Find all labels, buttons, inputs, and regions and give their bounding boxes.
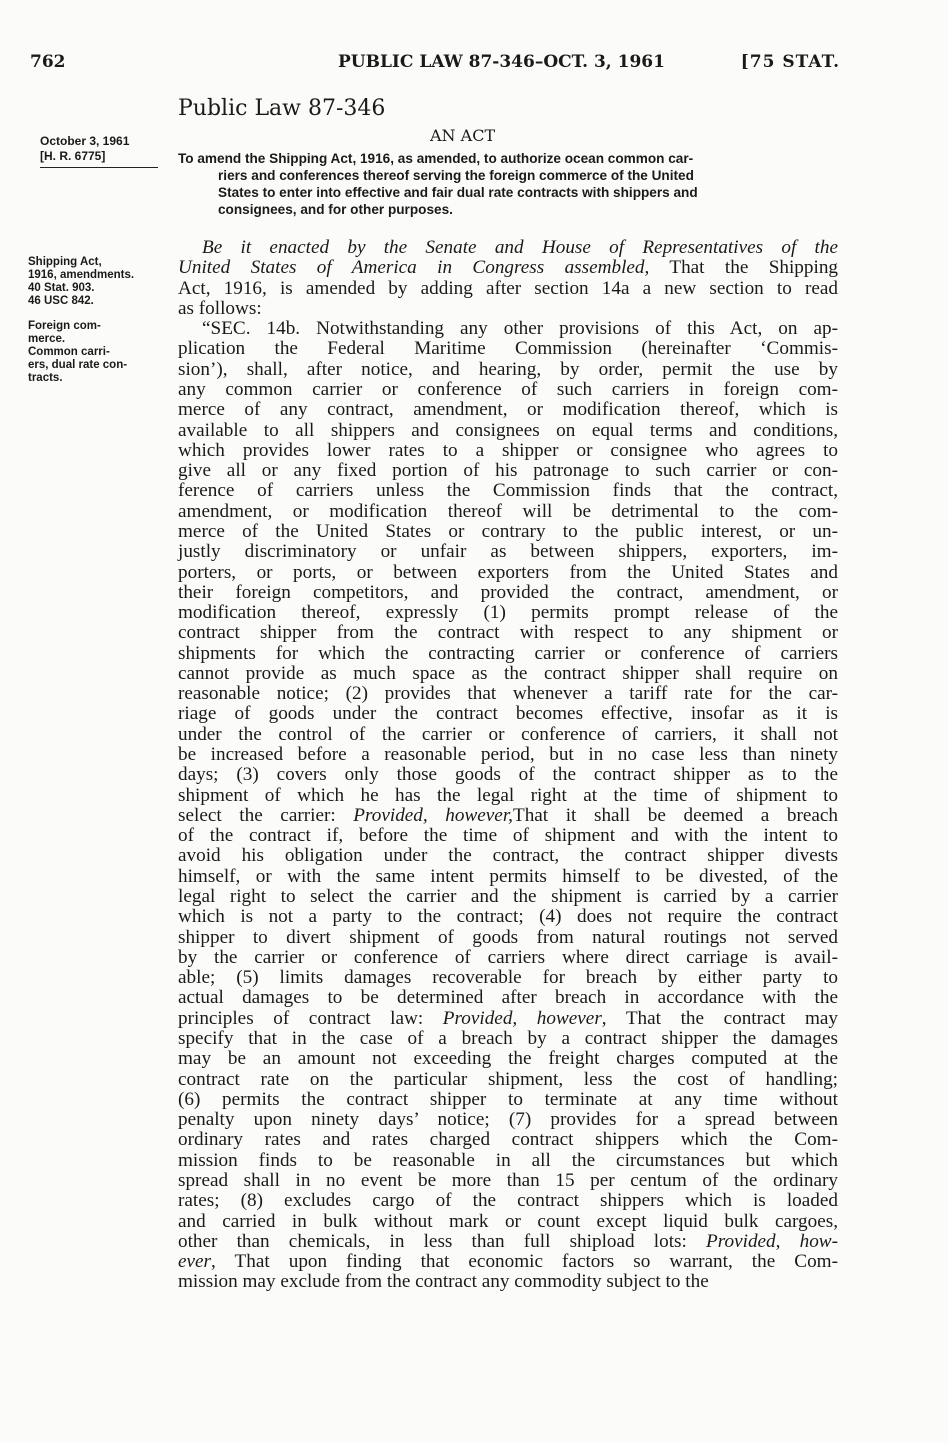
body-line: which is not a party to the contract; (4) does not require the contract [178,906,838,928]
body-line: United States of America in Congress assembled, That the Shipping [178,257,839,279]
running-head [30,52,840,78]
body-line: himself, or with the same intent permits himself to be divested, of the [178,865,838,887]
body-line: cannot provide as much space as the contract shipper shall require on [178,662,838,684]
margin-note-line: 40 Stat. 903. [28,282,95,294]
body-line: modification thereof, expressly (1) permits prompt release of the [178,602,838,624]
body-line: plication the Federal Maritime Commission (hereinafter ‘Commis- [178,338,838,360]
body-line: select the carrier: Provided, however,That it shall be deemed a breach [178,804,838,826]
body-line: (6) permits the contract shipper to terminate at any time without [178,1088,838,1110]
body-line: days; (3) covers only those goods of the contract shipper as to the [178,764,838,786]
body-line: legal right to select the carrier and the shipment is carried by a carrier [178,886,838,907]
body-line: ever, That upon finding that economic factors so warrant, the Com- [178,1251,838,1273]
margin-note [28,256,166,308]
margin-note-line: merce. [28,333,66,345]
body-line: shipments for which the contracting carrier or conference of carriers [178,642,838,664]
bill-number: [H. R. 6775] [40,149,106,163]
body-line: avoid his obligation under the contract, the contract shipper divests [178,845,838,867]
margin-note-line: 1916, amendments. [28,269,135,281]
body-line: any common carrier or conference of such carriers in foreign com- [178,378,838,400]
body-line: rates; (8) excludes cargo of the contract shippers which is loaded [178,1190,838,1212]
body-line: actual damages to be determined after breach in accordance with the [178,987,838,1009]
body-line: under the control of the carrier or conference of carriers, it shall not [178,723,838,745]
body-line: available to all shippers and consignees on equal terms and conditions, [178,419,838,441]
margin-note-line: tracts. [28,372,63,384]
margin-note [28,320,166,385]
running-head-title: PUBLIC LAW 87-346–OCT. 3, 1961 [338,52,665,72]
body-line: of the contract if, before the time of shipment and with the intent to [178,825,838,847]
body-line: contract rate on the particular shipment, less the cost of handling; [178,1068,838,1090]
enactment-date: October 3, 1961 [40,134,130,148]
body-line: shipment of which he has the legal right at the time of shipment to [178,784,838,806]
body-line: may be an amount not exceeding the freight charges computed at the [178,1048,838,1070]
enacting-text [178,238,838,1293]
body-line: spread shall in no event be more than 15 per centum of the ordinary [178,1169,838,1191]
purpose-line: riers and conferences thereof serving the foreign commerce of the United [218,168,694,183]
body-line: Act, 1916, is amended by adding after section 14a a new section to read [178,277,838,299]
body-line: “SEC. 14b. Notwithstanding any other provisions of this Act, on ap- [202,318,838,340]
purpose-line: consignees, and for other purposes. [218,202,453,217]
law-number: Public Law 87-346 [178,96,386,121]
body-line: amendment, or modification thereof will be detrimental to the com- [178,500,838,522]
margin-note-line: Foreign com- [28,320,101,332]
body-line: reasonable notice; (2) provides that whenever a tariff rate for the car- [178,683,838,705]
body-line: which provides lower rates to a shipper or consignee who agrees to [178,439,838,461]
act-heading: AN ACT [430,126,496,145]
margin-note-line: ers, dual rate con- [28,359,128,371]
margin-notes [28,256,166,397]
body-line: their foreign competitors, and provided the contract, amendment, or [178,581,838,603]
body-line: mission finds to be reasonable in all the circumstances but which [178,1149,838,1171]
body-line: and carried in bulk without mark or count except liquid bulk cargoes, [178,1210,838,1232]
body-line: other than chemicals, in less than full shipload lots: Provided, how- [178,1230,838,1252]
margin-note-line: Shipping Act, [28,256,102,268]
statute-volume: [75 STAT. [740,52,840,72]
body-line: merce of any contract, amendment, or modification thereof, which is [178,399,838,421]
body-line: by the carrier or conference of carriers where direct carriage is avail- [178,946,838,968]
margin-date-note [40,134,158,168]
body-line: give all or any fixed portion of his patronage to such carrier or con- [178,460,838,482]
body-line: principles of contract law: Provided, however, That the contract may [178,1007,838,1029]
body-line: penalty upon ninety days’ notice; (7) provides for a spread between [178,1109,838,1131]
body-line: able; (5) limits damages recoverable for breach by either party to [178,967,838,989]
margin-rule [40,167,158,168]
body-line: porters, or ports, or between exporters from the United States and [178,561,838,583]
body-line: merce of the United States or contrary to the public interest, or un- [178,520,838,542]
body-line: contract shipper from the contract with respect to any shipment or [178,622,838,644]
purpose-line: States to enter into effective and fair dual rate contracts with shippers and [218,185,698,200]
body-line: mission may exclude from the contract any commodity subject to the [178,1271,709,1293]
body-line: justly discriminatory or unfair as between shippers, exporters, im- [178,541,838,563]
body-line: shipper to divert shipment of goods from natural routings not served [178,926,838,948]
body-line: specify that in the case of a breach by a contract shipper the damages [178,1027,838,1049]
body-line: as follows: [178,297,262,319]
body-line: Be it enacted by the Senate and House of Representatives of the [202,237,838,258]
purpose-clause [178,150,838,218]
page-number: 762 [30,52,66,72]
body-line: ordinary rates and rates charged contract shippers which the Com- [178,1129,838,1151]
body-line: be increased before a reasonable period, but in no case less than ninety [178,744,838,766]
body-line: ference of carriers unless the Commission finds that the contract, [178,480,838,502]
margin-note-line: 46 USC 842. [28,295,94,307]
body-line: sion’), shall, after notice, and hearing, by order, permit the use by [178,358,838,380]
margin-note-line: Common carri- [28,346,110,358]
purpose-line: To amend the Shipping Act, 1916, as amended, to authorize ocean common car- [178,151,694,166]
body-line: riage of goods under the contract becomes effective, insofar as it is [178,703,838,725]
